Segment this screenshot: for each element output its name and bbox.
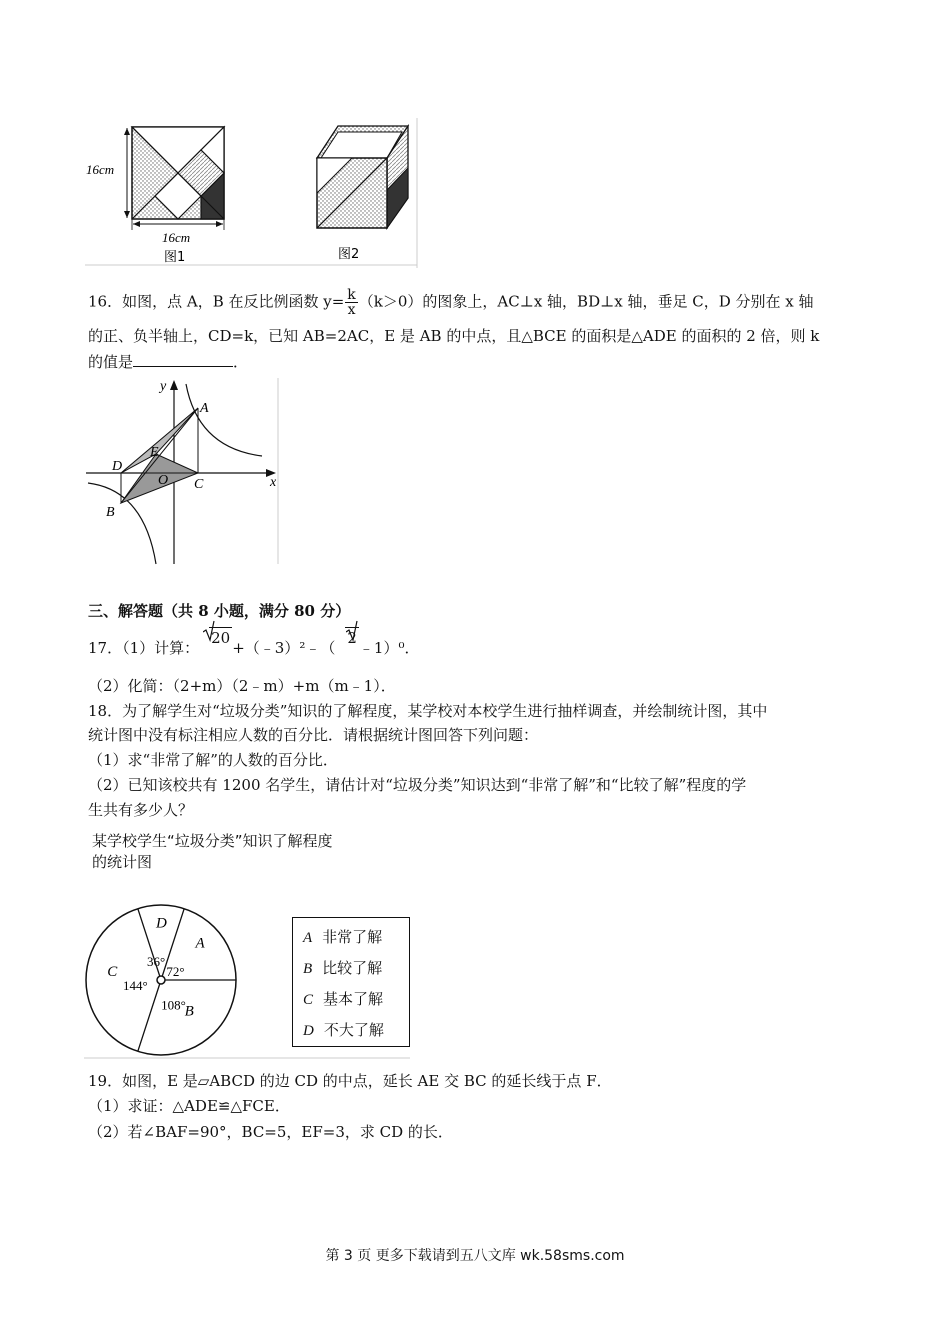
- slice-angle-d: 36°: [147, 954, 166, 969]
- hyperbola-right: [186, 384, 262, 456]
- label-o: O: [158, 473, 169, 488]
- legend-key: A: [303, 930, 313, 946]
- slice-angle-b: 108°: [161, 997, 186, 1013]
- dim-vertical-label: 16cm: [86, 162, 115, 177]
- chart-title-line2: 的统计图: [92, 853, 153, 871]
- legend-value: 比较了解: [322, 959, 383, 977]
- q19-line3: （2）若∠BAF=90°，BC=5，EF=3，求 CD 的长．: [88, 1123, 453, 1141]
- fraction-k-over-x: [345, 288, 357, 317]
- answer-blank[interactable]: [133, 352, 233, 367]
- figure-2: [317, 126, 408, 262]
- slice-angle-a: 72°: [166, 963, 185, 979]
- fraction-denominator: x: [347, 302, 356, 318]
- page-footer: 第 3 页 更多下载请到五八文库 wk.58sms.com: [325, 1248, 625, 1264]
- q16-line2: 的正、负半轴上，CD=k，已知 AB=2AC，E 是 AB 的中点，且△BCE 的面积是△ADE 的面积的 2 倍，则 k: [88, 327, 820, 345]
- fig1-label: 图1: [164, 250, 186, 265]
- legend-item-d: [303, 1019, 384, 1040]
- legend-key: D: [303, 1023, 314, 1039]
- q17-part2: （2）化简：（2+m）（2﹣m）+m（m﹣1）．: [88, 677, 396, 695]
- label-y: y: [160, 379, 167, 394]
- legend-value: 非常了解: [322, 928, 383, 946]
- section3-title: 三、解答题（共 8 小题，满分 80 分）: [88, 602, 351, 620]
- legend-key: B: [303, 961, 313, 977]
- q16-graph: [86, 378, 286, 568]
- slice-label-b: B: [184, 1003, 194, 1020]
- q16-line1: [88, 288, 813, 317]
- label-b: B: [106, 505, 115, 520]
- q19-line1: 19．如图，E 是▱ABCD 的边 CD 的中点，延长 AE 交 BC 的延长线于点 F．: [88, 1072, 612, 1090]
- q19-line2: （1）求证：△ADE≌△FCE．: [88, 1097, 290, 1115]
- legend-item-a: [303, 926, 382, 947]
- label-d: D: [112, 459, 123, 474]
- q17-part1-c: ﹣1）⁰．: [358, 639, 420, 657]
- q18-line3: （1）求“非常了解”的人数的百分比．: [88, 751, 338, 769]
- label-x: x: [270, 475, 277, 490]
- legend-value: 基本了解: [323, 990, 384, 1008]
- label-e: E: [150, 445, 159, 460]
- legend-item-b: [303, 957, 382, 978]
- hyperbola-left: [88, 483, 156, 564]
- tangram-figures: [80, 118, 420, 268]
- q18-line5: 生共有多少人？: [88, 801, 194, 819]
- figure-1: [86, 127, 224, 265]
- chart-legend: [292, 917, 410, 1047]
- label-a: A: [200, 401, 209, 416]
- q16-line3: [88, 352, 248, 372]
- sqrt-20: 20: [211, 629, 231, 647]
- label-c: C: [194, 477, 204, 492]
- sqrt-sign-1: [203, 620, 215, 642]
- slice-label-a: A: [195, 935, 205, 952]
- slice-label-c: C: [107, 964, 118, 980]
- q16-line3-end: ．: [233, 353, 249, 371]
- legend-item-c: [303, 988, 383, 1009]
- q16-line1-b: （k＞0）的图象上，AC⊥x 轴，BD⊥x 轴，垂足 C，D 分别在 x 轴: [358, 292, 814, 311]
- q16-line3-text: 的值是: [88, 353, 134, 371]
- q18-line4: （2）已知该校共有 1200 名学生，请估计对“垃圾分类”知识达到“非常了解”和“比较了解”程度的学: [88, 776, 747, 794]
- q17-part1-a: 17．（1）计算：: [88, 639, 200, 657]
- sqrt-sign-2: [346, 620, 358, 642]
- q17-part1-b: +（﹣3）²﹣（: [232, 639, 336, 657]
- q17-part1: [88, 629, 420, 658]
- sqrt-2: 2: [347, 629, 357, 647]
- dim-horizontal-label: 16cm: [162, 230, 191, 245]
- pie-center: [157, 976, 165, 984]
- q18-line1: 18．为了解学生对“垃圾分类”知识的了解程度，某学校对本校学生进行抽样调查，并绘制统计图，其中: [88, 702, 768, 720]
- fig2-label: 图2: [338, 247, 360, 262]
- chart-title-line1: 某学校学生“垃圾分类”知识了解程度: [92, 832, 333, 850]
- q18-line2: 统计图中没有标注相应人数的百分比．请根据统计图回答下列问题：: [88, 726, 539, 744]
- slice-label-d: D: [156, 915, 167, 932]
- slice-angle-c: 144°: [123, 978, 148, 993]
- fraction-numerator: k: [347, 287, 356, 303]
- q16-line1-a: 16．如图，点 A，B 在反比例函数 y=: [88, 292, 345, 311]
- legend-key: C: [303, 992, 314, 1008]
- legend-value: 不大了解: [323, 1021, 384, 1039]
